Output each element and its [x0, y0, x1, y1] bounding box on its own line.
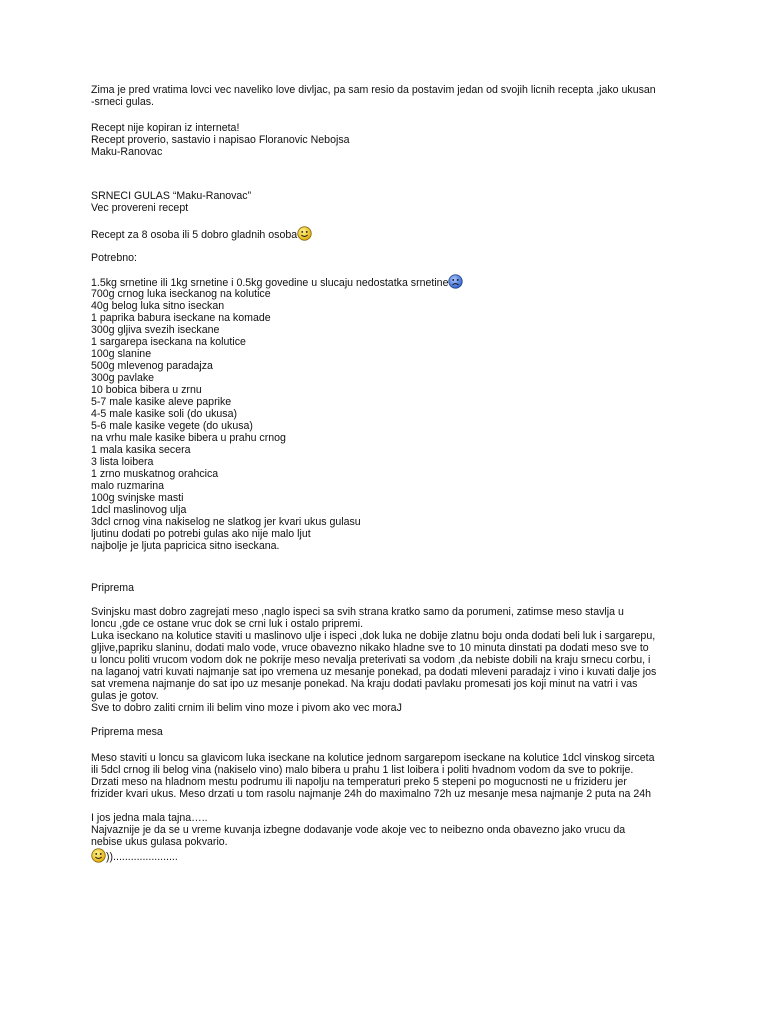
priprema-line: Sve to dobro zaliti crnim ili belim vino moze i pivom ako vec moraJ	[91, 702, 402, 714]
priprema-paragraph	[91, 606, 691, 714]
list-item: 5-7 male kasike aleve paprike	[91, 396, 232, 408]
priprema-heading: Priprema	[91, 582, 134, 594]
list-item: 3 lista loibera	[91, 456, 154, 468]
list-item: malo ruzmarina	[91, 480, 165, 492]
list-item: 300g gljiva svezih iseckane	[91, 324, 220, 336]
priprema-line: loncu ,gde ce ostane vruc dok se crni luk i ostalo pripremi.	[91, 618, 364, 630]
closing-line	[91, 848, 691, 862]
secret-line: Najvaznije je da se u vreme kuvanja izbegne dodavanje vode akoje vec to neibezno onda obavezno jako vrucu da	[91, 824, 626, 836]
credit-line-3: Maku-Ranovac	[91, 146, 163, 158]
list-item: 3dcl crnog vina nakiselog ne slatkog jer kvari ukus gulasu	[91, 516, 361, 528]
ingredient-first	[91, 274, 691, 288]
intro-line-1: Zima je pred vratima lovci vec naveliko love divljac, pa sam resio da postavim jedan od svojih licnih recepta ,jako ukusan	[91, 84, 656, 96]
recipe-subtitle: Vec provereni recept	[91, 202, 189, 214]
list-item: 10 bobica bibera u zrnu	[91, 384, 202, 396]
priprema-mesa-line: ili 5dcl crnog ili belog vina (nakiselo vino) malo bibera u prahu 1 list loibera i politi hvadnom vodom da sve to pokrije.	[91, 764, 634, 776]
list-item: 100g slanine	[91, 348, 152, 360]
list-item: najbolje je ljuta papricica sitno iseckana.	[91, 540, 280, 552]
servings-text: Recept za 8 osoba ili 5 dobro gladnih osoba	[91, 229, 298, 241]
list-item: 1 mala kasika secera	[91, 444, 191, 456]
list-item: 5-6 male kasike vegete (do ukusa)	[91, 420, 253, 432]
intro-line-2: -srneci gulas.	[91, 96, 154, 108]
smiley-icon	[297, 226, 312, 241]
list-item: na vrhu male kasike bibera u prahu crnog	[91, 432, 286, 444]
smiley-icon	[91, 848, 106, 863]
credit-line-2: Recept proverio, sastavio i napisao Floranovic Nebojsa	[91, 134, 350, 146]
priprema-mesa-heading: Priprema mesa	[91, 726, 163, 738]
priprema-line: gljive,papriku slaninu, dodati malo vode, vruce obavezno nikako hladne sve to 10 minuta dinstati pa dodati meso sve to	[91, 642, 649, 654]
priprema-mesa-line: frizider kvari ukus. Meso drzati u tom rasolu najmanje 24h do maximalno 72h uz mesanje mesa najmanje 2 puta na 24h	[91, 788, 651, 800]
priprema-mesa-paragraph	[91, 752, 691, 800]
recipe-title: SRNECI GULAS “Maku-Ranovac”	[91, 190, 252, 202]
priprema-line: gulas je gotov.	[91, 690, 159, 702]
priprema-line: Svinjsku mast dobro zagrejati meso ,naglo ispeci sa svih strana kratko samo da porumeni, zatimse meso stavlja u	[91, 606, 624, 618]
list-item: 700g crnog luka iseckanog na kolutice	[91, 288, 271, 300]
list-item: 300g pavlake	[91, 372, 155, 384]
priprema-line: sat vremena najmanje do sat ipo uz mesanje ponekad. Na kraju dodati pavlaku promesati jos koji minut na vatri i vas	[91, 678, 638, 690]
list-item: 1 sargarepa iseckana na kolutice	[91, 336, 246, 348]
ingredient-first-text: 1.5kg srnetine ili 1kg srnetine i 0.5kg govedine u slucaju nedostatka srnetine	[91, 277, 449, 289]
priprema-line: u loncu politi vrucom vodom dok ne pokrije meso nevalja preterivati sa vodom ,da nebiste dobili na kraju srnecu corbu, i	[91, 654, 651, 666]
secret-line: nebise ukus gulasa pokvario.	[91, 836, 228, 848]
list-item: 1 paprika babura iseckane na komade	[91, 312, 271, 324]
priprema-mesa-line: Drzati meso na hladnom mestu podrumu ili napolju na temperaturi preko 5 stepeni po mogucnosti ne u frizideru jer	[91, 776, 627, 788]
credit-line-1: Recept nije kopiran iz interneta!	[91, 122, 240, 134]
priprema-mesa-line: Meso staviti u loncu sa glavicom luka iseckane na kolutice jednom sargarepom iseckane na kolutice 1dcl vinskog sirceta	[91, 752, 655, 764]
servings-line	[91, 226, 691, 240]
secret-intro: I jos jedna mala tajna…..	[91, 812, 208, 824]
list-item: 100g svinjske masti	[91, 492, 184, 504]
list-item: 40g belog luka sitno iseckan	[91, 300, 225, 312]
closing-text: ))......................	[106, 851, 178, 863]
ingredient-list	[91, 288, 691, 552]
list-item: 1 zrno muskatnog orahcica	[91, 468, 219, 480]
recipe-document	[91, 84, 691, 862]
list-item: 4-5 male kasike soli (do ukusa)	[91, 408, 238, 420]
sad-face-icon	[448, 274, 463, 289]
list-item: 500g mlevenog paradajza	[91, 360, 213, 372]
priprema-line: na laganoj vatri kuvati najmanje sat ipo vremena uz mesanje ponekad, pa dodati mleveni paradajz i vino i kuvati dalje jos	[91, 666, 657, 678]
list-item: ljutinu dodati po potrebi gulas ako nije malo ljut	[91, 528, 311, 540]
needed-label: Potrebno:	[91, 252, 137, 264]
priprema-line: Luka iseckano na kolutice staviti u maslinovo ulje i ispeci ,dok luka ne dobije zlatnu boju onda dodati beli luk i sargarepu,	[91, 630, 656, 642]
list-item: 1dcl maslinovog ulja	[91, 504, 187, 516]
